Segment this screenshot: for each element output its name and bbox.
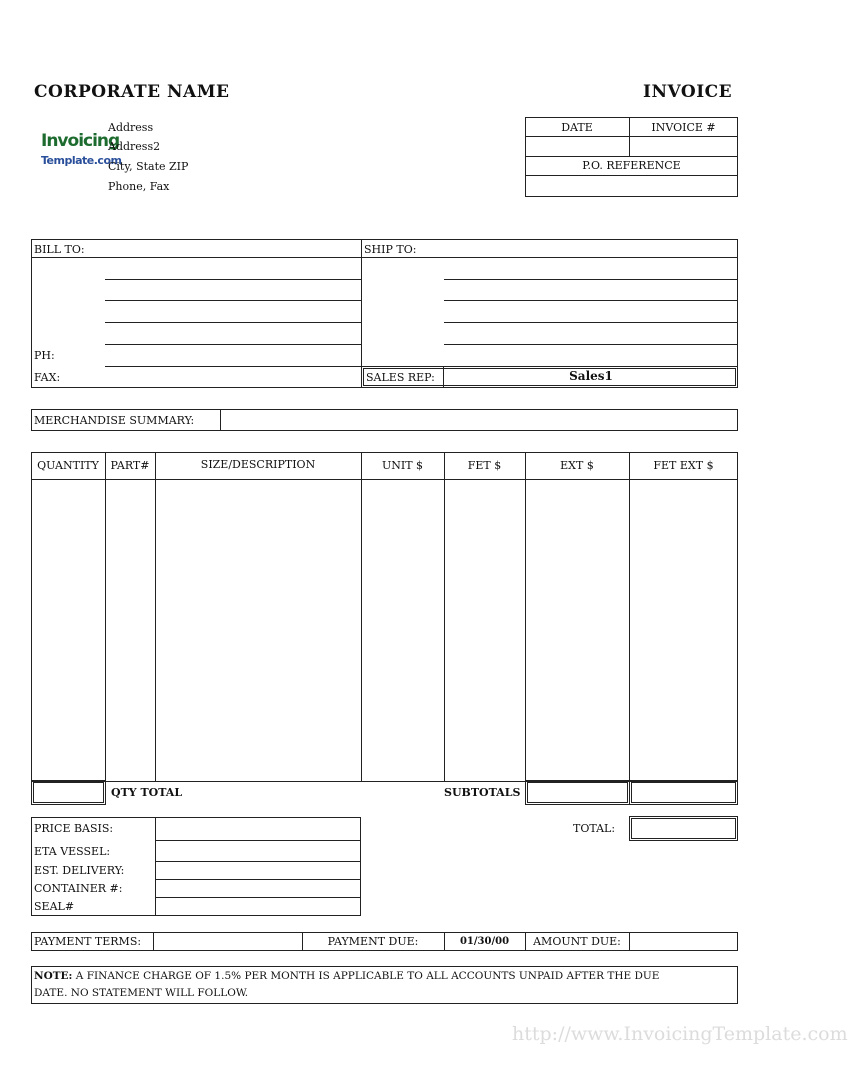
bill-to-line-4[interactable] — [105, 344, 361, 345]
address-line-1: Address — [108, 121, 154, 134]
payment-due-value[interactable]: 01/30/00 — [459, 936, 510, 947]
ship-to-line-4[interactable] — [444, 344, 738, 345]
qty-total-field[interactable] — [31, 780, 106, 805]
items-table-body[interactable] — [32, 480, 737, 781]
eta-vessel-label: ETA VESSEL: — [34, 845, 111, 858]
subtotals-label: SUBTOTALS — [444, 786, 521, 799]
est-delivery-label: EST. DELIVERY: — [34, 864, 125, 877]
bill-to-line-5[interactable] — [105, 366, 361, 367]
ship-to-line-1[interactable] — [444, 279, 738, 280]
fet-ext-subtotal-field[interactable] — [629, 780, 738, 805]
ship-to-label: SHIP TO: — [364, 243, 417, 256]
sales-rep-label: SALES REP: — [366, 371, 435, 384]
phone-label: PH: — [34, 349, 55, 362]
corporate-name: CORPORATE NAME — [34, 82, 230, 102]
container-field[interactable] — [156, 880, 360, 896]
po-reference-label: P.O. REFERENCE — [582, 159, 681, 172]
column-header-unit: UNIT $ — [381, 459, 424, 472]
column-header-fet: FET $ — [467, 459, 502, 472]
fax-label: FAX: — [34, 371, 61, 384]
amount-due-label: AMOUNT DUE: — [533, 935, 621, 948]
qty-total-label: QTY TOTAL — [111, 786, 183, 799]
column-header-description: SIZE/DESCRIPTION — [200, 458, 316, 471]
logo-text-top: Invoicing — [41, 131, 120, 151]
ext-subtotal-field[interactable] — [525, 780, 630, 805]
bill-to-line-3[interactable] — [105, 322, 361, 323]
date-field[interactable] — [526, 137, 628, 155]
bill-to-label: BILL TO: — [34, 243, 85, 256]
seal-label: SEAL# — [34, 900, 75, 913]
note-line-2: DATE. NO STATEMENT WILL FOLLOW. — [34, 987, 249, 999]
bill-to-line-1[interactable] — [105, 279, 361, 280]
note-prefix: NOTE: — [34, 970, 73, 982]
eta-vessel-field[interactable] — [156, 841, 360, 860]
merchandise-summary-field[interactable] — [221, 410, 737, 430]
address-line-3: City, State ZIP — [108, 160, 189, 173]
ship-to-line-2[interactable] — [444, 300, 738, 301]
bill-to-line-2[interactable] — [105, 300, 361, 301]
total-field[interactable] — [629, 816, 738, 841]
address-line-2: Address2 — [108, 140, 161, 153]
payment-terms-field[interactable] — [154, 933, 301, 950]
note-line-1 — [34, 970, 659, 983]
date-label: DATE — [561, 121, 593, 134]
merchandise-summary-label: MERCHANDISE SUMMARY: — [34, 414, 195, 427]
payment-terms-label: PAYMENT TERMS: — [34, 935, 142, 948]
seal-field[interactable] — [156, 898, 360, 915]
sales-rep-value[interactable]: Sales1 — [569, 369, 613, 383]
total-label: TOTAL: — [573, 822, 616, 835]
payment-due-label: PAYMENT DUE: — [327, 935, 419, 948]
column-header-quantity: QUANTITY — [37, 459, 99, 472]
price-basis-label: PRICE BASIS: — [34, 822, 114, 835]
po-reference-field[interactable] — [526, 176, 737, 196]
invoice-title: INVOICE — [643, 82, 733, 102]
note-text-1: A FINANCE CHARGE OF 1.5% PER MONTH IS APPLICABLE TO ALL ACCOUNTS UNPAID AFTER THE DUE — [75, 970, 660, 982]
column-header-part: PART# — [110, 459, 150, 472]
watermark-url: http://www.InvoicingTemplate.com — [512, 1023, 848, 1045]
address-line-4: Phone, Fax — [108, 180, 170, 193]
ship-to-line-3[interactable] — [444, 322, 738, 323]
price-basis-field[interactable] — [156, 818, 360, 839]
column-header-fet-ext: FET EXT $ — [653, 459, 714, 472]
column-header-ext: EXT $ — [560, 459, 594, 472]
company-logo — [41, 131, 122, 168]
invoice-number-field[interactable] — [630, 137, 737, 155]
amount-due-field[interactable] — [630, 933, 737, 950]
logo-text-bottom: Template.com — [41, 154, 122, 167]
est-delivery-field[interactable] — [156, 862, 360, 878]
container-label: CONTAINER #: — [34, 882, 123, 895]
invoice-number-label: INVOICE # — [651, 121, 716, 134]
